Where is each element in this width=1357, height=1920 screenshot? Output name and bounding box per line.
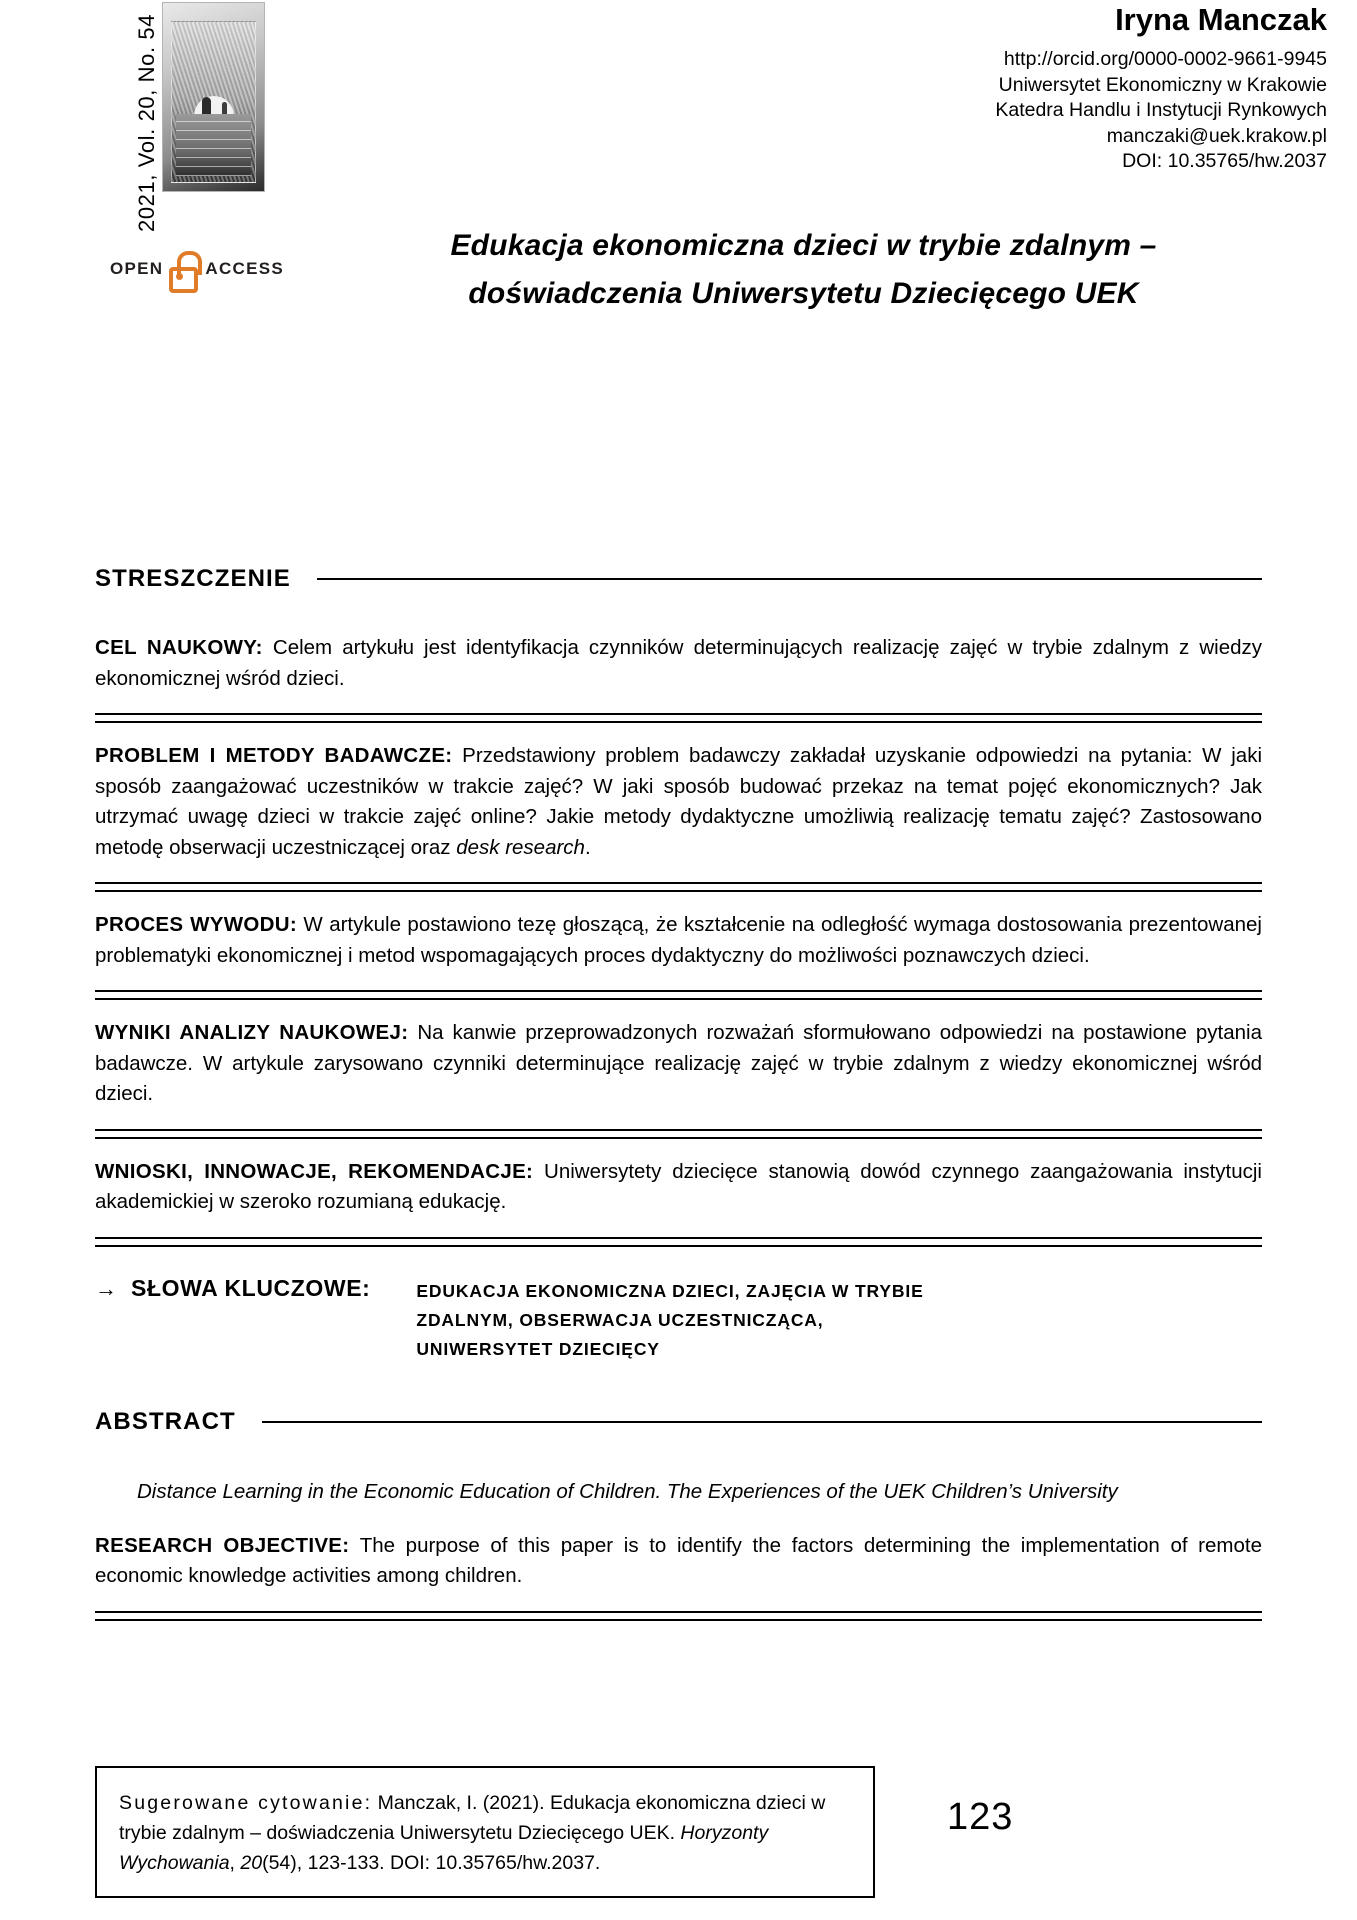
section-divider [95, 882, 1262, 892]
journal-cover-thumbnail [162, 2, 265, 192]
citation-part-3: (54), 123-133. DOI: 10.35765/hw.2037. [262, 1852, 601, 1874]
keywords-values [416, 1273, 923, 1364]
entry-text: W artykule postawiono tezę głoszącą, że kształcenie na odległość wymaga dostosowania prezentowanej problematyki ekonomicznej i metod wspomagających proces dydaktyczny do możliwości poznawczych dzieci. [95, 913, 1262, 967]
entry-label: WNIOSKI, INNOWACJE, REKOMENDACJE: [95, 1159, 534, 1183]
section-divider [95, 990, 1262, 1000]
citation-volume: 20 [240, 1852, 263, 1874]
streszczenie-heading [95, 565, 1262, 593]
abstract-section [95, 1408, 1262, 1621]
entry-text: Na kanwie przeprowadzonych rozważań sformułowano odpowiedzi na postawione pytania badawcze. W artykule zarysowano czynniki determinujące realizację zajęć w trybie zdalnym z wiedzy ekonomicznej wśród dzieci. [95, 1021, 1262, 1105]
section-divider [95, 1129, 1262, 1139]
keyword-line-3: UNIWERSYTET DZIECIĘCY [416, 1338, 660, 1359]
citation-part-2: , [229, 1852, 241, 1874]
citation-part-1: Manczak, I. (2021). Edukacja ekonomiczna dzieci w trybie zdalnym – doświadczenia Uniwersytetu Dziecięcego UEK. [119, 1792, 826, 1844]
entry-label: CEL NAUKOWY: [95, 636, 263, 659]
open-access-label-left: OPEN [110, 259, 164, 278]
arrow-right-icon: → [95, 1275, 117, 1301]
keywords-label: SŁOWA KLUCZOWE: [131, 1274, 371, 1301]
entry-text: Uniwersytety dziecięce stanowią dowód czynnego zaangażowania instytucji akademickiej w szeroko rozumianą edukację. [95, 1159, 1262, 1213]
heading-rule [317, 578, 1262, 580]
abstract-entry-research-objective [95, 1531, 1262, 1592]
abstract-entry-proces-wywodu [95, 910, 1262, 971]
author-block [707, 0, 1327, 175]
section-divider [95, 713, 1262, 723]
entry-label: RESEARCH OBJECTIVE: [95, 1533, 350, 1557]
keywords-block [95, 1273, 1262, 1364]
suggested-citation-box [95, 1766, 875, 1898]
abstract-label: ABSTRACT [95, 1407, 236, 1435]
page-header [0, 0, 1357, 320]
english-title-line-1: Distance Learning in the Economic Education of Children. The Experiences [137, 1479, 821, 1503]
journal-issue-text: 2021, Vol. 20, No. 54 [134, 13, 159, 232]
entry-label: PROBLEM I METODY BADAWCZE: [95, 744, 453, 767]
cover-artwork [171, 21, 256, 183]
citation-prefix: Sugerowane cytowanie: [119, 1792, 373, 1814]
abstract-entry-problem-metody [95, 741, 1262, 863]
journal-issue-spine [104, 10, 159, 240]
abstract-entry-wyniki-analizy [95, 1018, 1262, 1110]
streszczenie-label: STRESZCZENIE [95, 565, 291, 592]
entry-text: Przedstawiony problem badawczy zakładał uzyskanie odpowiedzi na pytania: W jaki sposób zaangażować uczestników w trakcie zajęć? W jaki sposób budować przekaz na temat pojęć ekonomicznych? Jak utrzymać uwagę dzieci w trakcie zajęć online? Jakie metody dydaktyczne umożliwią realizację tematu zajęć? Zastosowano metodę obserwacji uczestniczącej oraz [95, 744, 1262, 859]
author-university: Uniwersytet Ekonomiczny w Krakowie [998, 73, 1327, 96]
page-number: 123 [947, 1796, 1014, 1838]
author-name: Iryna Manczak [1115, 2, 1327, 37]
abstract-entry-wnioski [95, 1157, 1262, 1218]
author-department: Katedra Handlu i Instytucji Rynkowych [995, 99, 1327, 121]
suggested-citation-text [119, 1788, 851, 1878]
article-title-line-2: doświadczenia Uniwersytetu Dziecięcego UEK [468, 277, 1139, 310]
main-content [95, 565, 1262, 1639]
entry-label: PROCES WYWODU: [95, 913, 297, 936]
heading-rule [262, 1421, 1262, 1423]
english-title-line-2: of the UEK Children’s University [826, 1479, 1118, 1503]
open-access-logo [110, 252, 284, 286]
abstract-entry-cel-naukowy [95, 633, 1262, 694]
author-email[interactable]: manczaki@uek.krakow.pl [1106, 124, 1327, 147]
entry-label: WYNIKI ANALIZY NAUKOWEJ: [95, 1021, 409, 1044]
abstract-heading [95, 1408, 1262, 1436]
article-doi[interactable]: DOI: 10.35765/hw.2037 [1122, 150, 1327, 172]
open-access-label-right: ACCESS [205, 259, 285, 278]
author-orcid[interactable]: http://orcid.org/0000-0002-9661-9945 [1003, 48, 1327, 70]
page-footer [95, 1766, 1327, 1898]
article-title-line-1: Edukacja ekonomiczna dzieci w trybie zdalnym – [450, 229, 1157, 262]
english-article-title [95, 1476, 1262, 1507]
entry-text: Celem artykułu jest identyfikacja czynników determinujących realizację zajęć w trybie zdalnym z wiedzy ekonomicznej wśród dzieci. [95, 636, 1263, 690]
lock-body [169, 267, 198, 293]
cover-steps-shape [176, 114, 251, 176]
keyword-line-1: EDUKACJA EKONOMICZNA DZIECI, ZAJĘCIA W TRYBIE [416, 1280, 924, 1301]
entry-text: The purpose of this paper is to identify the factors determining the implementation of remote economic knowledge activities among children. [95, 1533, 1262, 1587]
section-divider [95, 1237, 1262, 1247]
section-divider [95, 1611, 1262, 1621]
article-title [280, 222, 1327, 318]
citation-journal-name: Horyzonty Wychowania [119, 1822, 769, 1874]
keyword-line-2: ZDALNYM, OBSERWACJA UCZESTNICZĄCA, [416, 1309, 824, 1330]
entry-text-tail: . [584, 835, 591, 859]
entry-text-italic: desk research [456, 835, 585, 859]
open-lock-icon [166, 251, 202, 287]
